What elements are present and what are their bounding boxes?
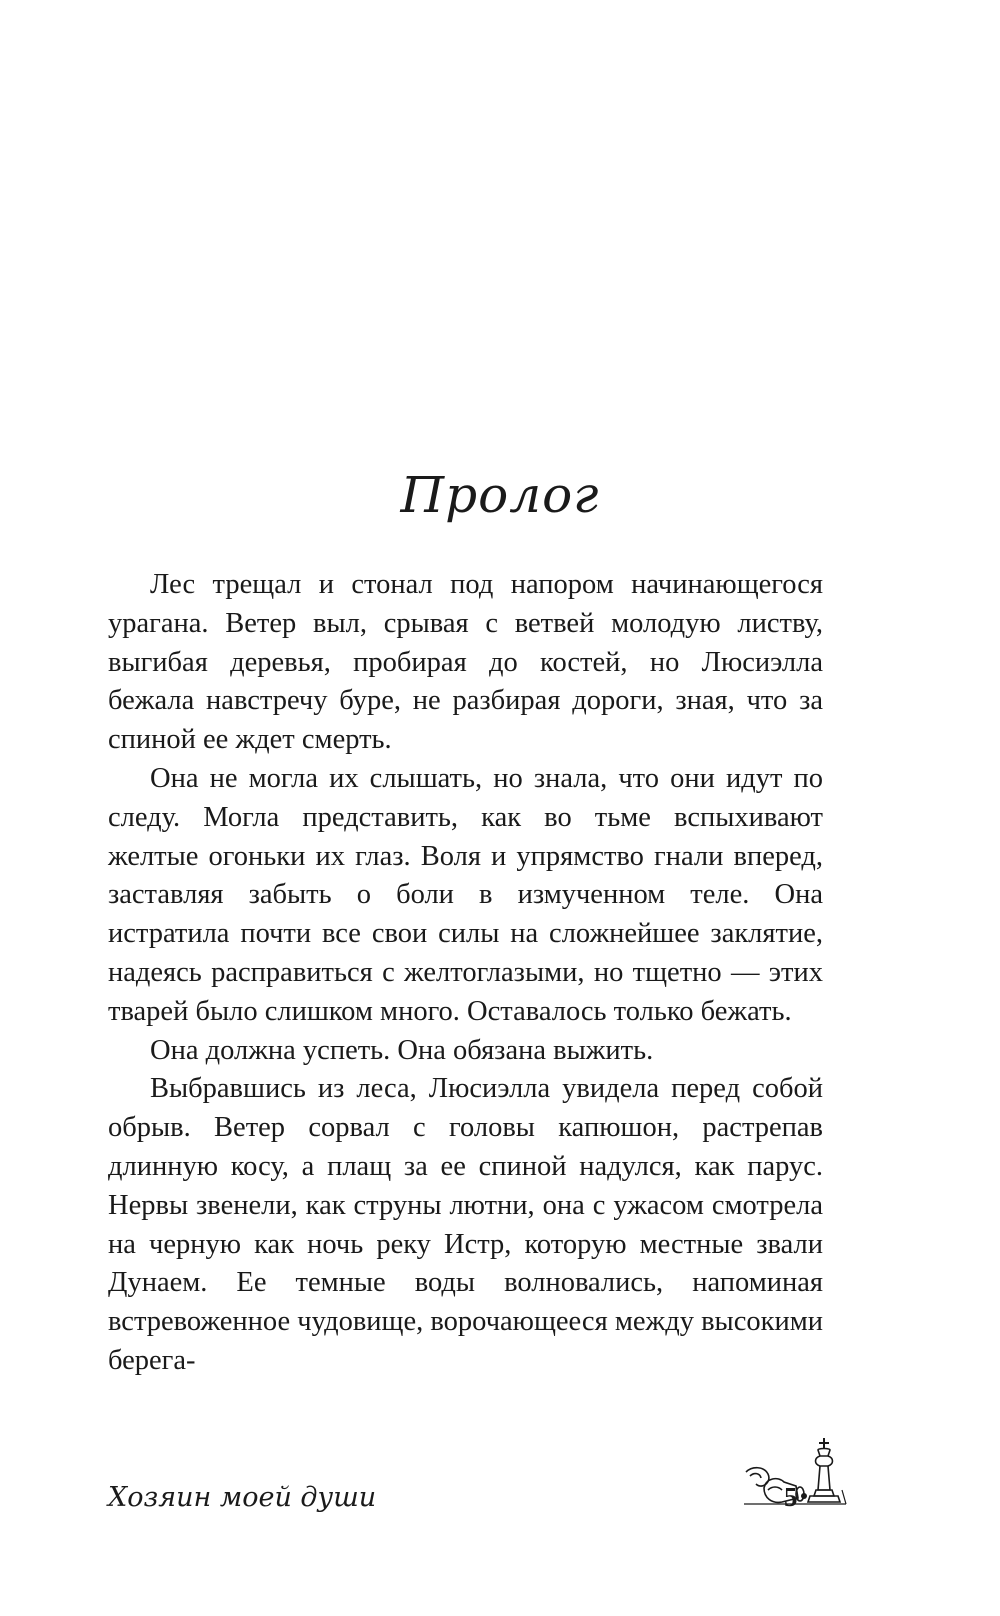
paragraph-1: Лес трещал и стонал под напором начинающегося урагана. Ветер выл, срывая с ветвей молодую листву, выгибая деревья, пробирая до костей, но Люсиэлла бежала навстречу буре, не разбирая дороги, зная, что за спиной ее ждет смерть.	[108, 569, 823, 756]
body-text	[108, 566, 823, 1381]
paragraph-3: Она должна успеть. Она обязана выжить.	[150, 1034, 654, 1066]
chess-pieces-icon	[742, 1432, 862, 1512]
paragraph-2: Она не могла их слышать, но знала, что они идут по следу. Могла представить, как во тьме вспыхивают желтые огоньки их глаз. Воля и упрямство гнали вперед, заставляя забыть о боли в измученном теле. Она истратила почти все свои силы на сложнейшее заклятие, надеясь расправиться с желтоглазыми, но тщетно — этих тварей было слишком много. Оставалось только бежать.	[108, 762, 823, 1027]
footer-book-title: Хозяин моей души	[108, 1482, 377, 1513]
chapter-title: Пролог	[400, 466, 600, 524]
page-number: 5	[784, 1482, 798, 1512]
paragraph-4: Выбравшись из леса, Люсиэлла увидела перед собой обрыв. Ветер сорвал с головы капюшон, растрепав длинную косу, а плащ за ее спиной надулся, как парус. Нервы звенели, как струны лютни, она с ужасом смотрела на черную как ночь реку Истр, которую местные звали Дунаем. Ее темные воды волновались, напоминая встревоженное чудовище, ворочающееся между высокими берега-	[108, 1073, 823, 1376]
